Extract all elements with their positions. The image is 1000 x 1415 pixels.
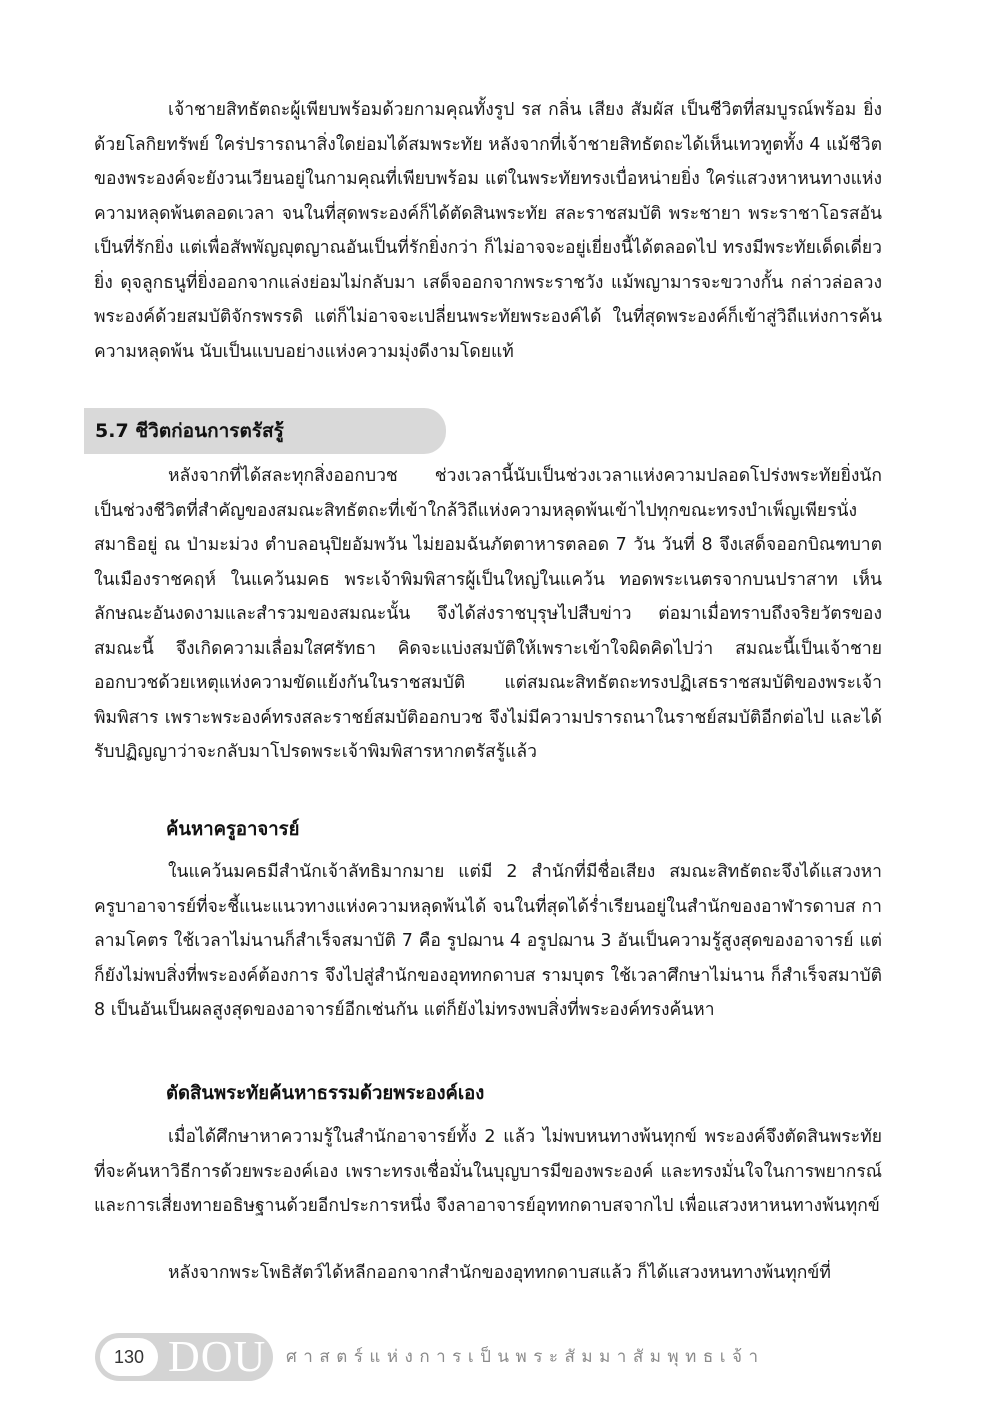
subheading-find-teacher: ค้นหาครูอาจารย์	[166, 819, 300, 840]
subheading-decide-alone: ตัดสินพระทัยค้นหาธรรมด้วยพระองค์เอง	[166, 1083, 485, 1104]
decide-alone-paragraph-2: หลังจากพระโพธิสัตว์ได้หลีกออกจากสำนักของอุททกดาบสแล้ว ก็ได้แสวงหนทางพ้นทุกข์ที่	[168, 1263, 831, 1283]
dou-logo: DOU	[168, 1332, 267, 1381]
find-teacher-paragraph: ในแคว้นมคธมีสำนักเจ้าลัทธิมากมาย แต่มี 2 สำนักที่มีชื่อเสียง สมณะสิทธัตถะจึงได้แสวงหาครูบาอาจารย์ที่จะชี้แนะแนวทางแห่งความหลุดพ้นได้ จนในที่สุดได้ร่ำเรียนอยู่ในสำนักของอาฬารดาบส กาลามโคตร ใช้เวลาไม่นานก็สำเร็จสมาบัติ 7 คือ รูปฌาน 4 อรูปฌาน 3 อันเป็นความรู้สูงสุดของอาจารย์ แต่ก็ยังไม่พบสิ่งที่พระองค์ต้องการ จึงไปสู่สำนักของอุททกดาบส รามบุตร ใช้เวลาศึกษาไม่นาน ก็สำเร็จสมาบัติ 8 เป็นอันเป็นผลสูงสุดของอาจารย์อีกเช่นกัน แต่ก็ยังไม่ทรงพบสิ่งที่พระองค์ทรงค้นหา	[94, 862, 882, 1020]
section-paragraph: หลังจากที่ได้สละทุกสิ่งออกบวช ช่วงเวลานี้นับเป็นช่วงเวลาแห่งความปลอดโปร่งพระทัยยิ่งนัก เป็นช่วงชีวิตที่สำคัญของสมณะสิทธัตถะที่เข้าใกล้วิถีแห่งความหลุดพ้นเข้าไปทุกขณะทรงบำเพ็ญเพียรนั่งสมาธิอยู่ ณ ป่ามะม่วง ตำบลอนุปิยอัมพวัน ไม่ยอมฉันภัตตาหารตลอด 7 วัน วันที่ 8 จึงเสด็จออกบิณฑบาตในเมืองราชคฤห์ ในแคว้นมคธ พระเจ้าพิมพิสารผู้เป็นใหญ่ในแคว้น ทอดพระเนตรจากบนปราสาท เห็นลักษณะอันงดงามและสำรวมของสมณะนั้น จึงได้ส่งราชบุรุษไปสืบข่าว ต่อมาเมื่อทราบถึงจริยวัตรของสมณะนี้ จึงเกิดความเลื่อมใสศรัทธา คิดจะแบ่งสมบัติให้เพราะเข้าใจผิดคิดไปว่า สมณะนี้เป็นเจ้าชาย ออกบวชด้วยเหตุแห่งความขัดแย้งกันในราชสมบัติ แต่สมณะสิทธัตถะทรงปฏิเสธราชสมบัติของพระเจ้าพิมพิสาร เพราะพระองค์ทรงสละราชย์สมบัติออกบวช จึงไม่มีความปรารถนาในราชย์สมบัติอีกต่อไป และได้รับปฏิญญาว่าจะกลับมาโปรดพระเจ้าพิมพิสารหากตรัสรู้แล้ว	[94, 466, 882, 762]
section-title: 5.7 ชีวิตก่อนการตรัสรู้	[95, 420, 284, 442]
intro-paragraph: เจ้าชายสิทธัตถะผู้เพียบพร้อมด้วยกามคุณทั้งรูป รส กลิ่น เสียง สัมผัส เป็นชีวิตที่สมบูรณ์พร้อม ยิ่งด้วยโลกิยทรัพย์ ใคร่ปรารถนาสิ่งใดย่อมได้สมพระทัย หลังจากที่เจ้าชายสิทธัตถะได้เห็นเทวทูตทั้ง 4 แม้ชีวิตของพระองค์จะยังวนเวียนอยู่ในกามคุณที่เพียบพร้อม แต่ในพระทัยทรงเบื่อหน่ายยิ่ง ใคร่แสวงหาหนทางแห่งความหลุดพ้นตลอดเวลา จนในที่สุดพระองค์ก็ได้ตัดสินพระทัย สละราชสมบัติ พระชายา พระราชาโอรสอันเป็นที่รักยิ่ง แต่เพื่อสัพพัญญุตญาณอันเป็นที่รักยิ่งกว่า ก็ไม่อาจจะอยู่เยี่ยงนี้ได้ตลอดไป ทรงมีพระทัยเด็ดเดี่ยวยิ่ง ดุจลูกธนูที่ยิ่งออกจากแล่งย่อมไม่กลับมา เสด็จออกจากพระราชวัง แม้พญามารจะขวางกั้น กล่าวล่อลวงพระองค์ด้วยสมบัติจักรพรรดิ แต่ก็ไม่อาจจะเปลี่ยนพระทัยพระองค์ได้ ในที่สุดพระองค์ก็เข้าสู่วิถีแห่งการค้นความหลุดพ้น นับเป็นแบบอย่างแห่งความมุ่งดีงามโดยแท้	[94, 100, 882, 362]
decide-alone-paragraph-1: เมื่อได้ศึกษาหาความรู้ในสำนักอาจารย์ทั้ง 2 แล้ว ไม่พบหนทางพ้นทุกข์ พระองค์จึงตัดสินพระทัยที่จะค้นหาวิธีการด้วยพระองค์เอง เพราะทรงเชื่อมั่นในบุญบารมีของพระองค์ และทรงมั่นใจในการพยากรณ์และการเสี่ยงทายอธิษฐานด้วยอีกประการหนึ่ง จึงลาอาจารย์อุททกดาบสจากไป เพื่อแสวงหาหนทางพ้นทุกข์	[94, 1127, 882, 1216]
book-title: ศาสตร์แห่งการเป็นพระสัมมาสัมพุทธเจ้า	[286, 1347, 765, 1367]
page-number: 130	[100, 1338, 158, 1376]
